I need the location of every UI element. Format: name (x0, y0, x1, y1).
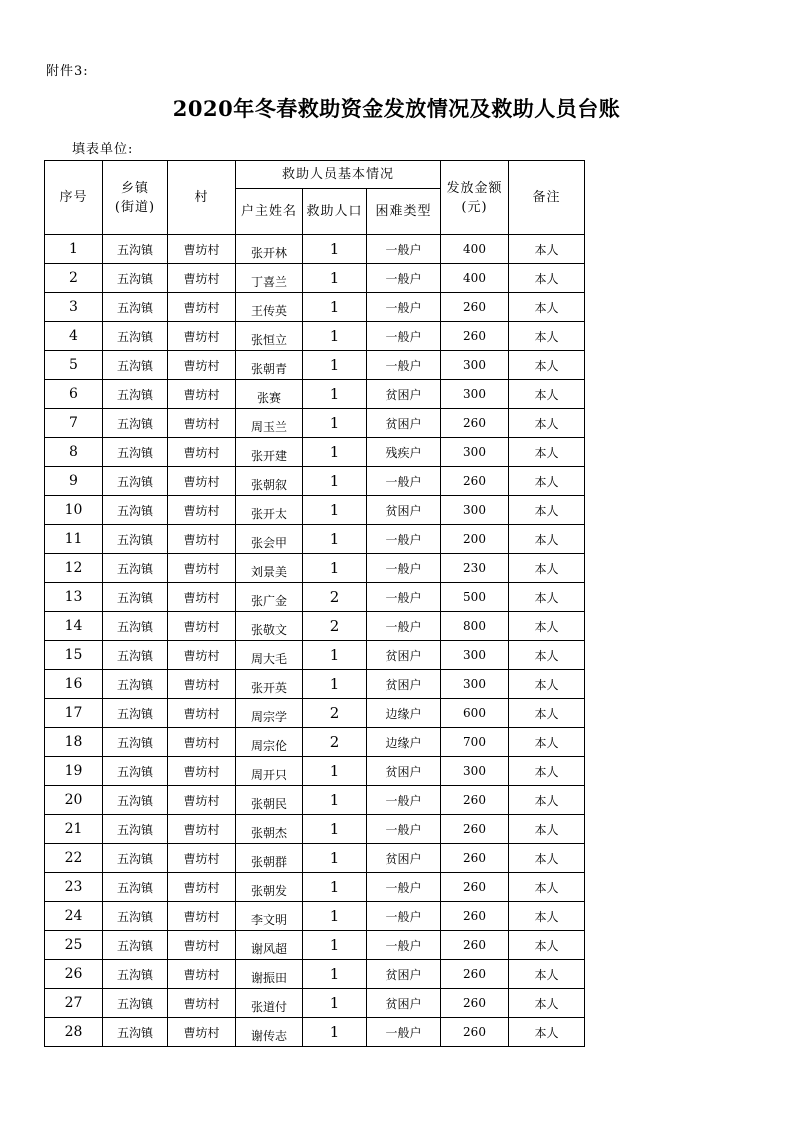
cell-town: 五沟镇 (103, 264, 168, 293)
cell-town: 五沟镇 (103, 583, 168, 612)
cell-population: 1 (303, 380, 367, 409)
cell-town: 五沟镇 (103, 960, 168, 989)
header-group-basic-info: 救助人员基本情况 (236, 161, 441, 189)
table-row (45, 931, 585, 960)
cell-head-name: 周宗学 (236, 699, 303, 728)
cell-note: 本人 (509, 612, 585, 641)
cell-town: 五沟镇 (103, 322, 168, 351)
cell-seq: 21 (45, 815, 103, 844)
cell-amount: 260 (441, 467, 509, 496)
header-amount (441, 161, 509, 235)
cell-population: 1 (303, 902, 367, 931)
cell-difficulty-type: 一般户 (367, 322, 441, 351)
cell-seq: 25 (45, 931, 103, 960)
relief-ledger-table (44, 160, 585, 1047)
header-town-line1: 乡镇 (120, 180, 149, 196)
cell-amount: 260 (441, 960, 509, 989)
cell-head-name: 张敬文 (236, 612, 303, 641)
cell-population: 1 (303, 554, 367, 583)
table-row (45, 409, 585, 438)
cell-population: 1 (303, 931, 367, 960)
cell-difficulty-type: 贫困户 (367, 670, 441, 699)
cell-seq: 5 (45, 351, 103, 380)
table-row (45, 902, 585, 931)
cell-note: 本人 (509, 322, 585, 351)
cell-village: 曹坊村 (168, 641, 236, 670)
cell-town: 五沟镇 (103, 438, 168, 467)
cell-population: 1 (303, 757, 367, 786)
table-row (45, 525, 585, 554)
cell-seq: 4 (45, 322, 103, 351)
cell-village: 曹坊村 (168, 815, 236, 844)
cell-population: 1 (303, 1018, 367, 1047)
cell-seq: 11 (45, 525, 103, 554)
cell-village: 曹坊村 (168, 873, 236, 902)
cell-population: 1 (303, 496, 367, 525)
cell-population: 1 (303, 351, 367, 380)
cell-amount: 400 (441, 235, 509, 264)
cell-population: 1 (303, 873, 367, 902)
cell-amount: 260 (441, 989, 509, 1018)
cell-difficulty-type: 边缘户 (367, 699, 441, 728)
cell-population: 1 (303, 409, 367, 438)
cell-village: 曹坊村 (168, 235, 236, 264)
header-difficulty-type: 困难类型 (367, 189, 441, 235)
cell-difficulty-type: 残疾户 (367, 438, 441, 467)
cell-population: 1 (303, 293, 367, 322)
header-head-name: 户主姓名 (236, 189, 303, 235)
cell-town: 五沟镇 (103, 409, 168, 438)
cell-seq: 3 (45, 293, 103, 322)
cell-note: 本人 (509, 873, 585, 902)
cell-note: 本人 (509, 815, 585, 844)
table-row (45, 351, 585, 380)
cell-head-name: 谢风超 (236, 931, 303, 960)
fill-unit-label: 填表单位: (72, 142, 134, 157)
cell-amount: 260 (441, 322, 509, 351)
cell-town: 五沟镇 (103, 641, 168, 670)
cell-population: 1 (303, 235, 367, 264)
header-amount-line2: (元) (461, 199, 488, 215)
cell-amount: 800 (441, 612, 509, 641)
cell-amount: 300 (441, 670, 509, 699)
table-row (45, 438, 585, 467)
cell-town: 五沟镇 (103, 525, 168, 554)
table-row (45, 873, 585, 902)
cell-town: 五沟镇 (103, 380, 168, 409)
cell-town: 五沟镇 (103, 728, 168, 757)
cell-population: 2 (303, 699, 367, 728)
cell-village: 曹坊村 (168, 467, 236, 496)
cell-note: 本人 (509, 757, 585, 786)
cell-village: 曹坊村 (168, 902, 236, 931)
cell-difficulty-type: 一般户 (367, 1018, 441, 1047)
cell-difficulty-type: 一般户 (367, 815, 441, 844)
cell-seq: 12 (45, 554, 103, 583)
cell-village: 曹坊村 (168, 989, 236, 1018)
cell-difficulty-type: 一般户 (367, 293, 441, 322)
cell-village: 曹坊村 (168, 496, 236, 525)
cell-seq: 28 (45, 1018, 103, 1047)
table-row (45, 264, 585, 293)
cell-difficulty-type: 贫困户 (367, 380, 441, 409)
cell-head-name: 张朝群 (236, 844, 303, 873)
cell-head-name: 周大毛 (236, 641, 303, 670)
cell-town: 五沟镇 (103, 873, 168, 902)
cell-town: 五沟镇 (103, 235, 168, 264)
cell-amount: 260 (441, 844, 509, 873)
cell-note: 本人 (509, 525, 585, 554)
cell-population: 2 (303, 612, 367, 641)
cell-amount: 700 (441, 728, 509, 757)
cell-village: 曹坊村 (168, 583, 236, 612)
cell-town: 五沟镇 (103, 757, 168, 786)
cell-seq: 17 (45, 699, 103, 728)
attachment-label: 附件3: (46, 64, 89, 79)
cell-seq: 19 (45, 757, 103, 786)
cell-note: 本人 (509, 989, 585, 1018)
cell-head-name: 张开英 (236, 670, 303, 699)
cell-population: 1 (303, 786, 367, 815)
header-population: 救助人口 (303, 189, 367, 235)
cell-amount: 260 (441, 902, 509, 931)
cell-seq: 26 (45, 960, 103, 989)
cell-head-name: 周宗伦 (236, 728, 303, 757)
cell-difficulty-type: 一般户 (367, 612, 441, 641)
cell-amount: 300 (441, 380, 509, 409)
cell-difficulty-type: 贫困户 (367, 960, 441, 989)
cell-amount: 260 (441, 409, 509, 438)
cell-seq: 20 (45, 786, 103, 815)
cell-note: 本人 (509, 496, 585, 525)
cell-town: 五沟镇 (103, 670, 168, 699)
table-row (45, 612, 585, 641)
cell-head-name: 张朝杰 (236, 815, 303, 844)
cell-head-name: 刘景美 (236, 554, 303, 583)
header-town-line2: (街道) (114, 199, 156, 215)
cell-difficulty-type: 一般户 (367, 583, 441, 612)
cell-seq: 18 (45, 728, 103, 757)
cell-amount: 260 (441, 815, 509, 844)
cell-village: 曹坊村 (168, 757, 236, 786)
cell-seq: 8 (45, 438, 103, 467)
cell-difficulty-type: 一般户 (367, 931, 441, 960)
cell-amount: 260 (441, 1018, 509, 1047)
cell-population: 2 (303, 728, 367, 757)
cell-head-name: 王传英 (236, 293, 303, 322)
cell-seq: 13 (45, 583, 103, 612)
cell-head-name: 周玉兰 (236, 409, 303, 438)
cell-population: 1 (303, 438, 367, 467)
cell-town: 五沟镇 (103, 1018, 168, 1047)
table-row (45, 960, 585, 989)
cell-population: 1 (303, 525, 367, 554)
cell-town: 五沟镇 (103, 989, 168, 1018)
table-row (45, 293, 585, 322)
cell-town: 五沟镇 (103, 786, 168, 815)
cell-head-name: 张开林 (236, 235, 303, 264)
cell-note: 本人 (509, 264, 585, 293)
cell-note: 本人 (509, 670, 585, 699)
cell-village: 曹坊村 (168, 1018, 236, 1047)
cell-village: 曹坊村 (168, 525, 236, 554)
cell-note: 本人 (509, 931, 585, 960)
cell-difficulty-type: 贫困户 (367, 641, 441, 670)
cell-town: 五沟镇 (103, 467, 168, 496)
cell-village: 曹坊村 (168, 322, 236, 351)
cell-note: 本人 (509, 1018, 585, 1047)
cell-population: 1 (303, 467, 367, 496)
cell-difficulty-type: 一般户 (367, 235, 441, 264)
cell-village: 曹坊村 (168, 931, 236, 960)
table-row (45, 670, 585, 699)
cell-town: 五沟镇 (103, 554, 168, 583)
cell-seq: 7 (45, 409, 103, 438)
table-row (45, 989, 585, 1018)
cell-head-name: 丁喜兰 (236, 264, 303, 293)
cell-seq: 9 (45, 467, 103, 496)
cell-head-name: 李文明 (236, 902, 303, 931)
cell-difficulty-type: 一般户 (367, 351, 441, 380)
cell-amount: 600 (441, 699, 509, 728)
table-row (45, 496, 585, 525)
table-row (45, 467, 585, 496)
cell-amount: 260 (441, 293, 509, 322)
cell-village: 曹坊村 (168, 293, 236, 322)
cell-note: 本人 (509, 438, 585, 467)
table-row (45, 235, 585, 264)
cell-head-name: 周开只 (236, 757, 303, 786)
cell-seq: 6 (45, 380, 103, 409)
cell-amount: 300 (441, 496, 509, 525)
cell-village: 曹坊村 (168, 438, 236, 467)
cell-population: 1 (303, 670, 367, 699)
cell-population: 1 (303, 989, 367, 1018)
cell-amount: 230 (441, 554, 509, 583)
cell-population: 1 (303, 641, 367, 670)
cell-note: 本人 (509, 902, 585, 931)
cell-population: 1 (303, 960, 367, 989)
table-row (45, 757, 585, 786)
cell-difficulty-type: 贫困户 (367, 409, 441, 438)
cell-population: 1 (303, 322, 367, 351)
cell-difficulty-type: 一般户 (367, 902, 441, 931)
table-row (45, 380, 585, 409)
cell-village: 曹坊村 (168, 960, 236, 989)
cell-town: 五沟镇 (103, 612, 168, 641)
cell-head-name: 张恒立 (236, 322, 303, 351)
document-title: 2020年冬春救助资金发放情况及救助人员台账 (172, 96, 621, 121)
cell-difficulty-type: 贫困户 (367, 989, 441, 1018)
cell-note: 本人 (509, 583, 585, 612)
cell-note: 本人 (509, 786, 585, 815)
cell-difficulty-type: 一般户 (367, 873, 441, 902)
cell-town: 五沟镇 (103, 496, 168, 525)
cell-amount: 260 (441, 873, 509, 902)
cell-head-name: 张会甲 (236, 525, 303, 554)
cell-village: 曹坊村 (168, 844, 236, 873)
cell-amount: 300 (441, 641, 509, 670)
cell-town: 五沟镇 (103, 351, 168, 380)
cell-difficulty-type: 一般户 (367, 786, 441, 815)
cell-town: 五沟镇 (103, 844, 168, 873)
cell-amount: 200 (441, 525, 509, 554)
cell-amount: 400 (441, 264, 509, 293)
table-row (45, 554, 585, 583)
header-amount-line1: 发放金额 (446, 180, 503, 196)
cell-amount: 300 (441, 351, 509, 380)
cell-village: 曹坊村 (168, 786, 236, 815)
cell-note: 本人 (509, 293, 585, 322)
cell-amount: 260 (441, 931, 509, 960)
cell-seq: 15 (45, 641, 103, 670)
cell-head-name: 张朝民 (236, 786, 303, 815)
cell-head-name: 张道付 (236, 989, 303, 1018)
table-row (45, 641, 585, 670)
cell-population: 1 (303, 815, 367, 844)
cell-population: 1 (303, 844, 367, 873)
cell-village: 曹坊村 (168, 728, 236, 757)
cell-seq: 1 (45, 235, 103, 264)
cell-village: 曹坊村 (168, 670, 236, 699)
cell-seq: 27 (45, 989, 103, 1018)
cell-population: 1 (303, 264, 367, 293)
cell-difficulty-type: 贫困户 (367, 496, 441, 525)
cell-note: 本人 (509, 844, 585, 873)
cell-head-name: 谢振田 (236, 960, 303, 989)
cell-note: 本人 (509, 351, 585, 380)
cell-note: 本人 (509, 409, 585, 438)
header-note: 备注 (509, 161, 585, 235)
table-row (45, 728, 585, 757)
cell-head-name: 谢传志 (236, 1018, 303, 1047)
cell-difficulty-type: 一般户 (367, 264, 441, 293)
cell-population: 2 (303, 583, 367, 612)
cell-head-name: 张赛 (236, 380, 303, 409)
cell-difficulty-type: 边缘户 (367, 728, 441, 757)
cell-note: 本人 (509, 235, 585, 264)
cell-difficulty-type: 贫困户 (367, 844, 441, 873)
cell-note: 本人 (509, 699, 585, 728)
cell-head-name: 张朝发 (236, 873, 303, 902)
cell-village: 曹坊村 (168, 380, 236, 409)
cell-village: 曹坊村 (168, 554, 236, 583)
cell-seq: 23 (45, 873, 103, 902)
cell-village: 曹坊村 (168, 409, 236, 438)
cell-seq: 10 (45, 496, 103, 525)
cell-amount: 260 (441, 786, 509, 815)
cell-amount: 300 (441, 757, 509, 786)
cell-difficulty-type: 一般户 (367, 525, 441, 554)
cell-town: 五沟镇 (103, 902, 168, 931)
cell-amount: 500 (441, 583, 509, 612)
cell-head-name: 张朝叙 (236, 467, 303, 496)
cell-town: 五沟镇 (103, 931, 168, 960)
table-header (45, 161, 585, 235)
cell-village: 曹坊村 (168, 612, 236, 641)
table-row (45, 786, 585, 815)
cell-seq: 24 (45, 902, 103, 931)
cell-note: 本人 (509, 641, 585, 670)
cell-difficulty-type: 贫困户 (367, 757, 441, 786)
table-row (45, 815, 585, 844)
table-row (45, 1018, 585, 1047)
table-row (45, 844, 585, 873)
header-seq: 序号 (45, 161, 103, 235)
cell-seq: 2 (45, 264, 103, 293)
table-row (45, 699, 585, 728)
cell-town: 五沟镇 (103, 815, 168, 844)
cell-head-name: 张广金 (236, 583, 303, 612)
cell-head-name: 张开建 (236, 438, 303, 467)
cell-note: 本人 (509, 380, 585, 409)
cell-village: 曹坊村 (168, 699, 236, 728)
table-row (45, 583, 585, 612)
header-village: 村 (168, 161, 236, 235)
cell-note: 本人 (509, 728, 585, 757)
cell-village: 曹坊村 (168, 351, 236, 380)
table-body (45, 235, 585, 1047)
cell-head-name: 张开太 (236, 496, 303, 525)
header-town (103, 161, 168, 235)
cell-town: 五沟镇 (103, 293, 168, 322)
table-row (45, 322, 585, 351)
cell-seq: 14 (45, 612, 103, 641)
cell-note: 本人 (509, 960, 585, 989)
cell-seq: 16 (45, 670, 103, 699)
cell-difficulty-type: 一般户 (367, 554, 441, 583)
cell-note: 本人 (509, 467, 585, 496)
cell-seq: 22 (45, 844, 103, 873)
cell-note: 本人 (509, 554, 585, 583)
cell-head-name: 张朝青 (236, 351, 303, 380)
cell-village: 曹坊村 (168, 264, 236, 293)
cell-town: 五沟镇 (103, 699, 168, 728)
cell-amount: 300 (441, 438, 509, 467)
cell-difficulty-type: 一般户 (367, 467, 441, 496)
